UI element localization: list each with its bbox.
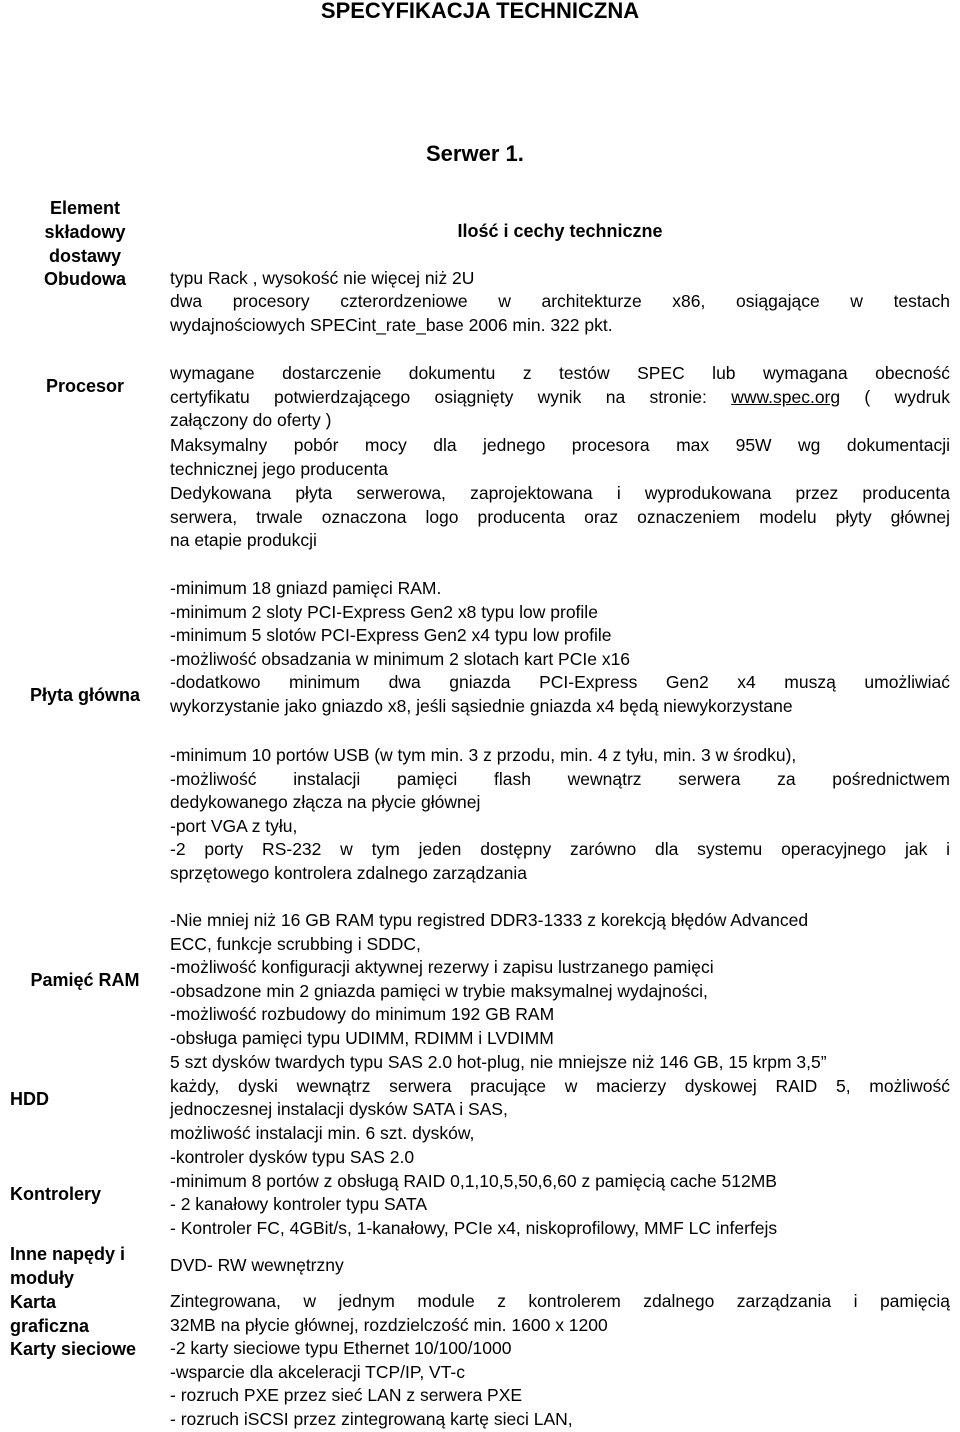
label-line: graficzna (10, 1316, 90, 1336)
spec-line: -2 porty RS-232 w tym jeden dostępny zarówno dla systemu operacyjnego jak i (170, 839, 950, 859)
row-label-procesor: Procesor (45, 376, 125, 396)
spec-line: 32MB na płycie głównej, rozdzielczość min. 1600 x 1200 (170, 1314, 608, 1335)
spec-line: -możliwość rozbudowy do minimum 192 GB RAM (170, 1004, 555, 1024)
spec-line: 5 szt dysków twardych typu SAS 2.0 hot-plug, nie mniejsze niż 146 GB, 15 krpm 3,5” (170, 1052, 827, 1072)
spec-text: ( wydruk (840, 386, 950, 407)
row-content-procesor-p2 (170, 362, 950, 433)
spec-line: -minimum 10 portów USB (w tym min. 3 z przodu, min. 4 z tyłu, min. 3 w środku), (170, 745, 797, 765)
row-content-procesor-p4 (170, 482, 950, 553)
spec-line: Maksymalny pobór mocy dla jednego procesora max 95W wg dokumentacji (170, 435, 950, 455)
row-content-karta-graficzna (170, 1290, 950, 1337)
spec-line: -minimum 18 gniazd pamięci RAM. (170, 578, 442, 598)
spec-line: -możliwość konfiguracji aktywnej rezerwy i zapisu lustrzanego pamięci (170, 957, 714, 977)
row-content-plyta-p1 (170, 577, 950, 718)
spec-line: -obsadzone min 2 gniazda pamięci w trybie maksymalnej wydajności, (170, 980, 708, 1001)
spec-line: możliwość instalacji min. 6 szt. dysków, (170, 1122, 475, 1143)
row-content-procesor-p3 (170, 434, 950, 481)
spec-line: -wsparcie dla akceleracji TCP/IP, VT-c (170, 1361, 466, 1382)
header-element-line: składowy (44, 222, 126, 242)
spec-line: technicznej jego producenta (170, 458, 388, 479)
row-content-hdd (170, 1051, 950, 1145)
row-label-karty-sieciowe: Karty sieciowe (10, 1339, 137, 1359)
row-content-obudowa (170, 267, 950, 291)
spec-line: -minimum 8 portów z obsługą RAID 0,1,10,5,50,6,60 z pamięcią cache 512MB (170, 1170, 777, 1191)
spec-line: - 2 kanałowy kontroler typu SATA (170, 1194, 428, 1214)
spec-line: -dodatkowo minimum dwa gniazda PCI-Express Gen2 x4 muszą umożliwiać (170, 672, 950, 692)
spec-line: serwera, trwale oznaczona logo producenta oraz oznaczeniem modelu płyty głównej (170, 506, 950, 527)
spec-line: jednoczesnej instalacji dysków SATA i SAS, (170, 1099, 508, 1119)
spec-line: każdy, dyski wewnątrz serwera pracujące w macierzy dyskowej RAID 5, możliwość (170, 1075, 950, 1096)
spec-line: -port VGA z tyłu, (170, 815, 298, 836)
spec-line: DVD- RW wewnętrzny (170, 1255, 344, 1275)
server-title: Serwer 1. (426, 141, 524, 166)
row-label-plyta-glowna: Płyta główna (29, 685, 141, 705)
row-label-obudowa: Obudowa (44, 269, 126, 289)
spec-line: -2 karty sieciowe typu Ethernet 10/100/1000 (170, 1338, 512, 1358)
row-content-kontrolery (170, 1146, 950, 1240)
spec-line: -minimum 5 slotów PCI-Express Gen2 x4 typu low profile (170, 625, 612, 645)
spec-line: na etapie produkcji (170, 530, 317, 550)
label-line: Karta (10, 1292, 57, 1312)
spec-line: -możliwość instalacji pamięci flash wewnątrz serwera za pośrednictwem (170, 768, 950, 789)
spec-line (170, 386, 950, 410)
row-label-inne-napedy (10, 1242, 160, 1290)
row-label-hdd: HDD (10, 1089, 49, 1109)
label-line: Inne napędy i (10, 1244, 126, 1264)
spec-line: załączony do oferty ) (170, 410, 332, 430)
row-content-procesor-p1 (170, 290, 950, 337)
row-label-kontrolery: Kontrolery (10, 1184, 102, 1204)
spec-line: -Nie mniej niż 16 GB RAM typu registred DDR3-1333 z korekcją błędów Advanced (170, 910, 809, 930)
spec-line: - rozruch PXE przez sieć LAN z serwera PXE (170, 1385, 523, 1405)
spec-line: sprzętowego kontrolera zdalnego zarządzania (170, 862, 528, 883)
row-label-pamiec-ram: Pamięć RAM (30, 970, 140, 990)
spec-line: dedykowanego złącza na płycie głównej (170, 792, 481, 812)
spec-line: -minimum 2 sloty PCI-Express Gen2 x8 typu low profile (170, 601, 598, 622)
row-content-inne-napedy (170, 1254, 950, 1278)
header-specs-column: Ilość i cechy techniczne (457, 221, 663, 241)
spec-line: ECC, funkcje scrubbing i SDDC, (170, 933, 421, 954)
spec-line: Zintegrowana, w jednym module z kontrolerem zdalnego zarządzania i pamięcią (170, 1291, 950, 1311)
spec-link[interactable]: www.spec.org (731, 386, 841, 407)
header-element-line: Element (49, 198, 121, 218)
spec-line: wymagane dostarczenie dokumentu z testów SPEC lub wymagana obecność (170, 363, 950, 383)
spec-line: -kontroler dysków typu SAS 2.0 (170, 1147, 415, 1167)
label-line: moduły (10, 1268, 75, 1288)
row-content-plyta-p2 (170, 744, 950, 885)
header-element-column (10, 196, 160, 268)
row-content-pamiec-ram (170, 909, 950, 1050)
spec-line: wydajnościowych SPECint_rate_base 2006 min. 322 pkt. (170, 314, 613, 335)
spec-line: - Kontroler FC, 4GBit/s, 1-kanałowy, PCIe x4, niskoprofilowy, MMF LC inferfejs (170, 1217, 778, 1238)
spec-line: wykorzystanie jako gniazdo x8, jeśli sąsiednie gniazda x4 będą niewykorzystane (170, 695, 793, 716)
header-element-line: dostawy (48, 246, 122, 266)
spec-line: -możliwość obsadzania w minimum 2 slotach kart PCIe x16 (170, 648, 631, 669)
spec-line: dwa procesory czterordzeniowe w architekturze x86, osiągające w testach (170, 291, 950, 311)
document-title: SPECYFIKACJA TECHNICZNA (320, 0, 640, 23)
spec-line: Dedykowana płyta serwerowa, zaprojektowana i wyprodukowana przez producenta (170, 483, 950, 503)
spec-line: -obsługa pamięci typu UDIMM, RDIMM i LVDIMM (170, 1027, 554, 1048)
spec-line: - rozruch iSCSI przez zintegrowaną kartę sieci LAN, (170, 1408, 573, 1429)
spec-text: certyfikatu potwierdzającego osiągnięty wynik na stronie: (170, 386, 732, 407)
row-content-karty-sieciowe (170, 1337, 950, 1431)
row-label-karta-graficzna (10, 1290, 160, 1338)
spec-line: typu Rack , wysokość nie więcej niż 2U (170, 268, 475, 288)
